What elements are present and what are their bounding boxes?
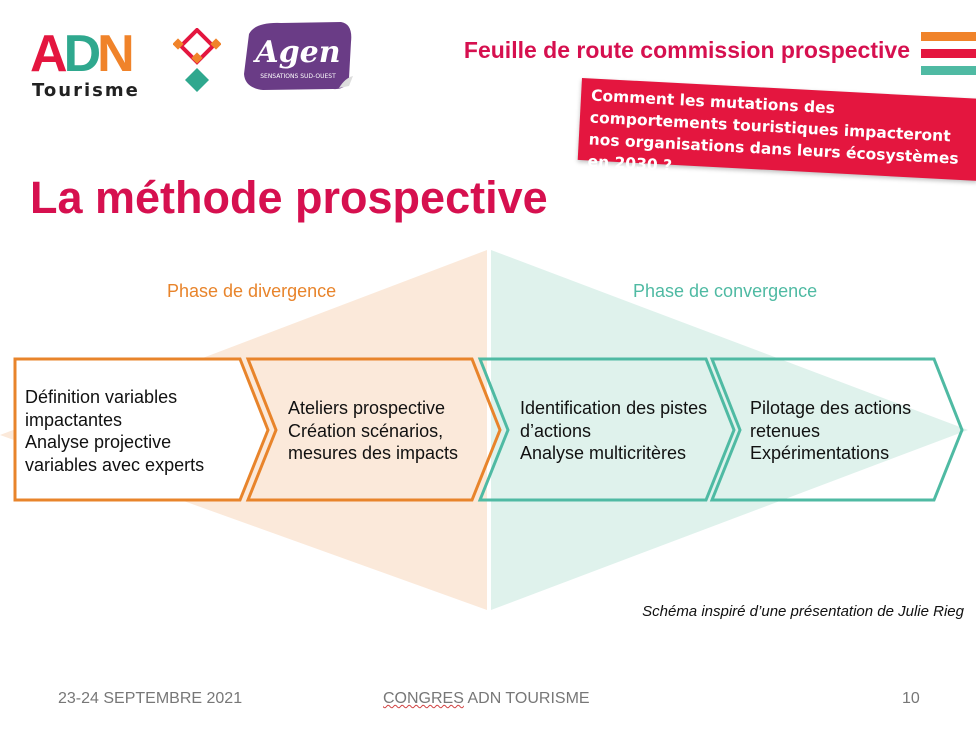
adn-letter-n: N (97, 25, 131, 83)
adn-letter-d: D (63, 25, 98, 83)
footer-event-rest: ADN TOURISME (463, 690, 590, 707)
diagram-credit: Schéma inspiré d’une présentation de Julie Rieg (642, 603, 964, 620)
adn-subtitle: Tourisme (32, 80, 140, 101)
stripes-icon (921, 32, 976, 76)
step1-text: Définition variables impactantes Analyse projective variables avec experts (25, 387, 205, 475)
step2-text: Ateliers prospective Création scénarios, mesures des impacts (288, 398, 459, 463)
slide-title: La méthode prospective (30, 172, 548, 223)
roadmap-title: Feuille de route commission prospective (463, 37, 910, 63)
adn-letters (30, 25, 131, 83)
adn-letter-a: A (30, 25, 64, 83)
page-number: 10 (902, 690, 920, 707)
adn-tourisme-logo (30, 25, 145, 101)
phase-divergence-label: Phase de divergence (167, 281, 337, 301)
phase-convergence-label: Phase de convergence (633, 281, 818, 301)
question-banner: Comment les mutations des comportements touristiques impacteront nos organisations dans leurs écosystèmes en 2030 ? (578, 78, 976, 181)
step4-text: Pilotage des actions retenues Expérimentations (750, 398, 912, 463)
diamond-logo-icon (173, 28, 221, 98)
agen-name: Agen (255, 35, 341, 70)
footer-date: 23-24 SEPTEMBRE 2021 (58, 690, 243, 707)
step3-text: Identification des pistes d’actions Analyse multicritères (520, 398, 708, 463)
agen-logo (241, 20, 355, 92)
footer-event-word: CONGRES (383, 690, 464, 707)
agen-tagline: SENSATIONS SUD-OUEST (260, 73, 336, 80)
footer-event (383, 689, 590, 709)
